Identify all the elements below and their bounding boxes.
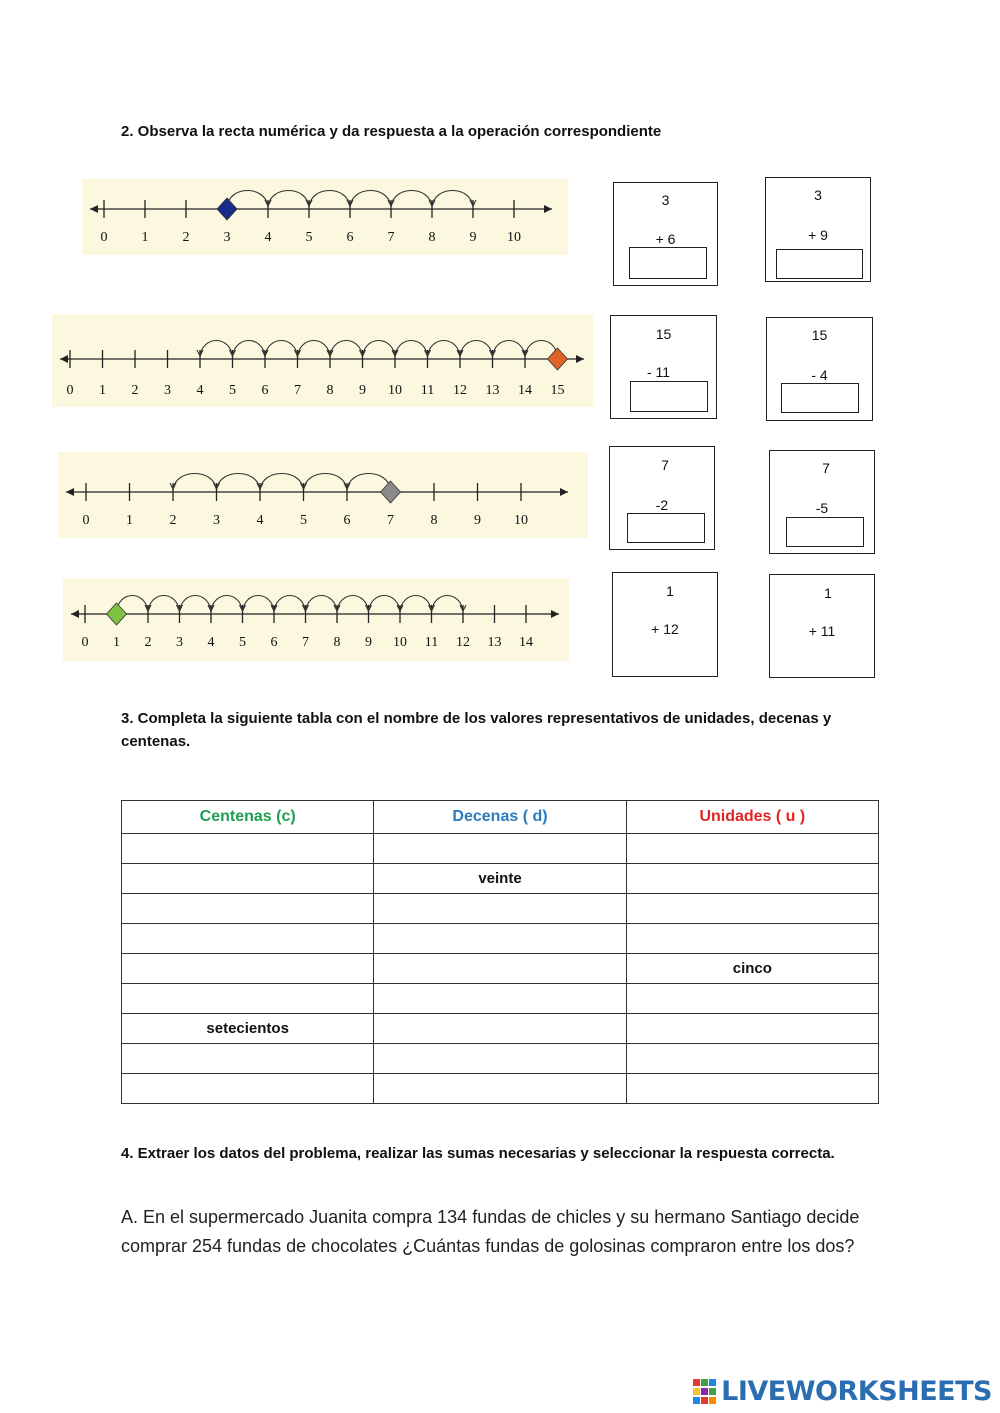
operation-box: [609, 446, 715, 550]
jump-arc: [217, 474, 261, 491]
table-cell[interactable]: [374, 984, 626, 1014]
operation-top-number: 1: [666, 583, 674, 599]
tick-label: 13: [485, 383, 500, 398]
arrow-left-icon: [66, 488, 74, 496]
table-row: [122, 834, 879, 864]
jump-arc: [260, 474, 304, 491]
table-cell[interactable]: [626, 924, 878, 954]
tick-label: 12: [453, 383, 467, 398]
section-3-heading: 3. Completa la siguiente tabla con el nombre de los valores representativos de unidades, decenas y centenas.: [121, 710, 832, 750]
jump-arc: [233, 341, 266, 358]
table-cell[interactable]: [122, 834, 374, 864]
tick-label: 1: [99, 383, 106, 398]
jump-arc: [180, 596, 212, 613]
tick-label: 14: [519, 635, 533, 650]
tick-label: 3: [164, 383, 171, 398]
tick-label: 3: [213, 513, 220, 528]
table-cell[interactable]: [374, 834, 626, 864]
tick-label: 0: [66, 383, 74, 398]
jump-arc: [211, 596, 243, 613]
tick-label: 5: [239, 635, 246, 650]
tick-label: 2: [182, 230, 190, 245]
table-cell[interactable]: [374, 924, 626, 954]
table-cell: setecientos: [122, 1014, 374, 1044]
arrow-right-icon: [544, 205, 552, 213]
tick-label: 1: [141, 230, 149, 245]
number-line-svg: [82, 179, 568, 255]
arrow-right-icon: [551, 610, 559, 618]
tick-label: 4: [207, 635, 215, 650]
section-2-heading: 2. Observa la recta numérica y da respuesta a la operación correspondiente: [121, 123, 662, 140]
logo-blocks-icon: [693, 1379, 717, 1405]
table-cell[interactable]: [122, 894, 374, 924]
number-line-svg: [63, 578, 569, 661]
tick-label: 3: [223, 230, 231, 245]
tick-label: 10: [393, 635, 407, 650]
operation-box: [610, 315, 717, 419]
jump-arc: [306, 596, 338, 613]
tick-label: 10: [514, 513, 528, 528]
tick-label: 2: [169, 513, 177, 528]
tick-label: 11: [424, 635, 439, 650]
jump-arc: [460, 341, 493, 358]
answer-input[interactable]: [630, 381, 708, 412]
jump-arc: [298, 341, 331, 358]
tick-label: 4: [256, 513, 264, 528]
section-4-heading: 4. Extraer los datos del problema, realizar las sumas necesarias y seleccionar la respuesta correcta.: [121, 1145, 835, 1162]
table-cell[interactable]: [374, 954, 626, 984]
operation-operator: + 11: [808, 623, 836, 639]
arrow-left-icon: [71, 610, 79, 618]
answer-input[interactable]: [781, 383, 859, 413]
jump-arc: [428, 341, 461, 358]
tick-label: 0: [100, 230, 108, 245]
table-row: [122, 1074, 879, 1104]
table-cell[interactable]: [374, 894, 626, 924]
operation-top-number: 15: [655, 326, 672, 342]
operation-top-number: 1: [824, 585, 832, 601]
number-line-2: [52, 314, 593, 407]
tick-label: 0: [81, 635, 89, 650]
start-marker-icon: [217, 198, 237, 220]
table-row: [122, 984, 879, 1014]
table-row: [122, 894, 879, 924]
tick-label: 8: [326, 383, 334, 398]
tick-label: 0: [82, 513, 90, 528]
jump-arc: [369, 596, 401, 613]
tick-label: 5: [300, 513, 307, 528]
jump-arc: [268, 191, 309, 208]
operation-top-number: 3: [661, 192, 670, 208]
tick-label: 2: [131, 383, 139, 398]
operation-operator: + 6: [655, 231, 676, 247]
jump-arc: [395, 341, 428, 358]
table-cell[interactable]: [122, 1044, 374, 1074]
tick-label: 6: [270, 635, 278, 650]
answer-input[interactable]: [786, 517, 864, 547]
tick-label: 8: [428, 230, 436, 245]
number-line-4: [63, 578, 569, 661]
tick-label: 8: [430, 513, 438, 528]
tick-label: 7: [387, 513, 394, 528]
tick-label: 7: [387, 230, 395, 245]
jump-arc: [432, 191, 473, 208]
jump-arc: [200, 341, 233, 358]
table-cell[interactable]: [122, 984, 374, 1014]
table-cell[interactable]: [626, 1044, 878, 1074]
jump-arc: [363, 341, 396, 358]
operation-operator: + 9: [808, 227, 828, 243]
liveworksheets-logo: [693, 1376, 992, 1407]
table-cell: cinco: [626, 954, 878, 984]
arrow-left-icon: [60, 355, 68, 363]
column-header-unidades: Unidades ( u ): [626, 801, 878, 834]
tick-label: 14: [518, 383, 532, 398]
table-cell[interactable]: [626, 864, 878, 894]
table-cell[interactable]: [626, 834, 878, 864]
tick-label: 9: [359, 383, 366, 398]
operation-operator: + 12: [651, 621, 679, 637]
operation-box: [612, 572, 718, 677]
start-marker-icon: [381, 481, 401, 503]
operation-box: [613, 182, 718, 286]
tick-label: 4: [264, 230, 272, 245]
start-marker-icon: [107, 603, 127, 625]
number-line-1: [82, 179, 568, 255]
table-cell[interactable]: [122, 954, 374, 984]
operation-box: [769, 450, 875, 554]
tick-label: 1: [113, 635, 120, 650]
table-cell[interactable]: [626, 1014, 878, 1044]
tick-label: 3: [176, 635, 183, 650]
arrow-right-icon: [576, 355, 584, 363]
column-header-centenas: Centenas (c): [122, 801, 374, 834]
place-value-table: [121, 800, 879, 1104]
table-cell[interactable]: [626, 894, 878, 924]
arrow-right-icon: [560, 488, 568, 496]
tick-label: 7: [302, 635, 309, 650]
tick-label: 15: [550, 383, 565, 398]
table-cell[interactable]: [122, 924, 374, 954]
jump-arc: [265, 341, 298, 358]
tick-label: 6: [346, 230, 354, 245]
tick-label: 8: [333, 635, 341, 650]
operation-box: [765, 177, 871, 282]
table-cell[interactable]: [122, 864, 374, 894]
tick-label: 7: [294, 383, 301, 398]
jump-arc: [337, 596, 369, 613]
table-cell[interactable]: [626, 984, 878, 1014]
table-row: [122, 1044, 879, 1074]
table-row: [122, 864, 879, 894]
tick-label: 2: [144, 635, 152, 650]
start-marker-icon: [548, 348, 568, 370]
tick-label: 9: [474, 513, 481, 528]
problem-text: A. En el supermercado Juanita compra 134 fundas de chicles y su hermano Santiago decide comprar 254 fundas de chocolates ¿Cuántas fundas de golosinas compraron entre los dos?: [121, 1207, 860, 1256]
jump-arc: [274, 596, 306, 613]
operation-top-number: 15: [811, 327, 828, 343]
number-line-svg: [58, 452, 588, 538]
table-row: [122, 1014, 879, 1044]
logo-text: LIVEWORKSHEETS: [721, 1376, 992, 1407]
tick-label: 11: [420, 383, 435, 398]
operation-top-number: 3: [814, 187, 822, 203]
jump-arc: [493, 341, 526, 358]
tick-label: 5: [305, 230, 313, 245]
jump-arc: [309, 191, 350, 208]
tick-label: 9: [365, 635, 372, 650]
jump-arc: [400, 596, 432, 613]
tick-label: 1: [126, 513, 133, 528]
operation-top-number: 7: [822, 460, 830, 476]
operation-top-number: 7: [661, 457, 669, 473]
jump-arc: [330, 341, 363, 358]
jump-arc: [304, 474, 348, 491]
answer-input[interactable]: [627, 513, 705, 543]
tick-label: 10: [388, 383, 402, 398]
table-row: [122, 954, 879, 984]
table-row: [122, 924, 879, 954]
jump-arc: [173, 474, 217, 491]
operation-box: [769, 574, 875, 678]
arrow-left-icon: [90, 205, 98, 213]
table-cell[interactable]: [374, 1014, 626, 1044]
column-header-decenas: Decenas ( d): [374, 801, 626, 834]
table-cell[interactable]: [122, 1074, 374, 1104]
table-cell: veinte: [374, 864, 626, 894]
operation-operator: - 11: [646, 364, 671, 380]
tick-label: 4: [196, 383, 204, 398]
jump-arc: [432, 596, 464, 613]
jump-arc: [148, 596, 180, 613]
table-cell[interactable]: [626, 1074, 878, 1104]
tick-label: 9: [469, 230, 477, 245]
operation-operator: -2: [655, 497, 669, 513]
number-line-3: [58, 452, 588, 538]
tick-label: 5: [229, 383, 236, 398]
table-cell[interactable]: [374, 1074, 626, 1104]
jump-arc: [350, 191, 391, 208]
tick-label: 6: [261, 383, 269, 398]
operation-operator: -5: [815, 500, 829, 516]
tick-label: 10: [507, 230, 521, 245]
jump-arc: [347, 474, 391, 491]
operation-box: [766, 317, 873, 421]
number-line-svg: [52, 314, 593, 407]
answer-input[interactable]: [629, 247, 707, 279]
tick-label: 13: [487, 635, 502, 650]
tick-label: 6: [343, 513, 351, 528]
jump-arc: [391, 191, 432, 208]
table-cell[interactable]: [374, 1044, 626, 1074]
answer-input[interactable]: [776, 249, 863, 279]
jump-arc: [243, 596, 275, 613]
tick-label: 12: [456, 635, 470, 650]
operation-operator: - 4: [811, 367, 828, 383]
